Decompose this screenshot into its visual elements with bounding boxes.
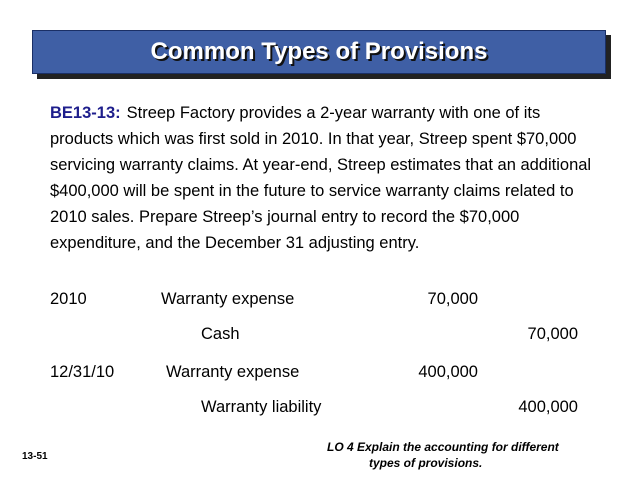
journal-account: Warranty expense bbox=[161, 290, 295, 308]
problem-statement bbox=[50, 100, 602, 256]
journal-credit: 70,000 bbox=[527, 325, 578, 343]
slide-number: 13-51 bbox=[22, 451, 48, 462]
journal-account: Warranty expense bbox=[166, 363, 300, 381]
title-bar bbox=[32, 30, 606, 74]
journal-debit: 400,000 bbox=[418, 363, 478, 381]
journal-debit: 70,000 bbox=[427, 290, 478, 308]
problem-label: BE13-13: bbox=[50, 104, 121, 122]
learning-objective-line: types of provisions. bbox=[369, 456, 483, 470]
journal-date: 2010 bbox=[50, 290, 87, 308]
problem-text: Streep Factory provides a 2-year warranty with one of its products which was first sold in 2010. In that year, Streep spent $70,000 servicing warranty claims. At year-end, Streep estimates that an additional $400,000 will be spent in the future to service warranty claims related to 2010 sales. Prepare Streep’s journal entry to record the $70,000 expenditure, and the December 31 adjusting entry. bbox=[50, 104, 592, 252]
journal-credit: 400,000 bbox=[518, 398, 578, 416]
slide-title: Common Types of Provisions bbox=[150, 38, 488, 65]
journal-date: 12/31/10 bbox=[50, 363, 115, 381]
learning-objective-line: LO 4 Explain the accounting for different bbox=[327, 440, 559, 454]
journal-account: Warranty liability bbox=[201, 398, 322, 416]
learning-objective bbox=[327, 439, 627, 471]
journal-account: Cash bbox=[201, 325, 240, 343]
